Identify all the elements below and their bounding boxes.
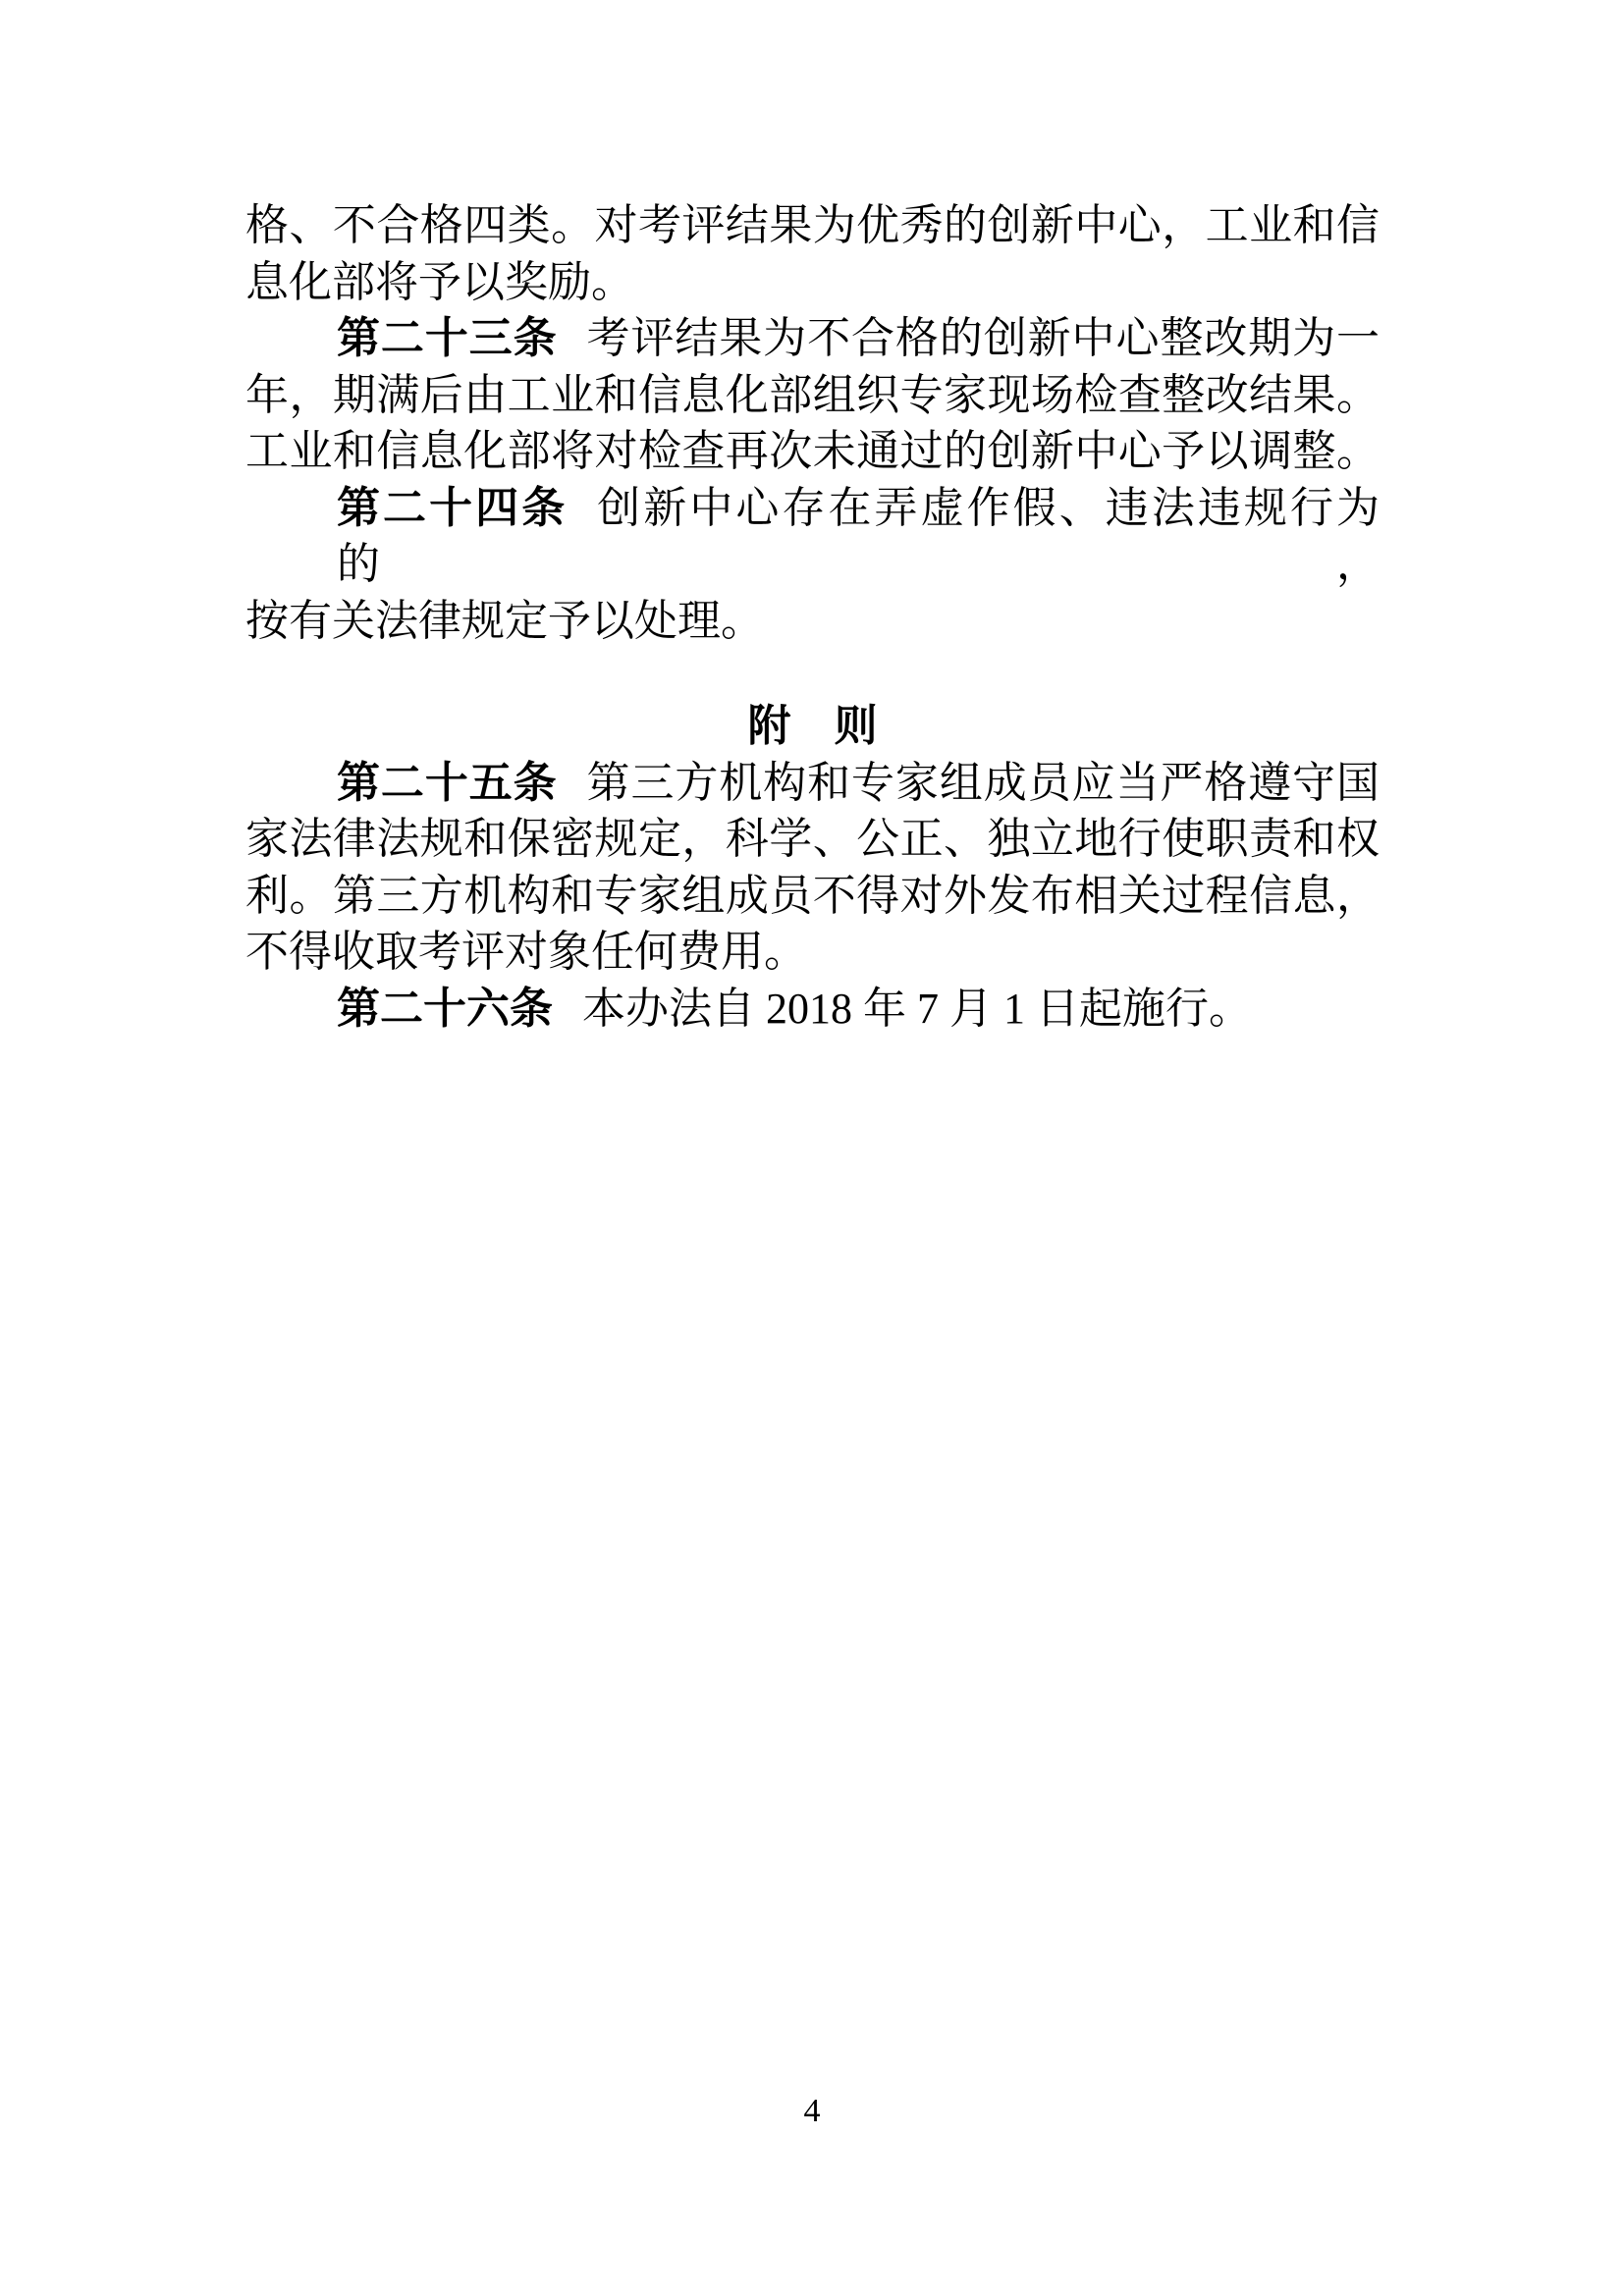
body-line (245, 868, 1380, 925)
text-block (245, 197, 1380, 1037)
line-text: 工业和信息化部将对检查再次未通过的创新中心予以调整。 (245, 427, 1380, 475)
line-text: 年，期满后由工业和信息化部组织专家现场检查整改结果。 (245, 370, 1380, 419)
article-number: 第二十四条 (337, 483, 568, 532)
body-line (245, 423, 1380, 480)
section-heading: 附 则 (747, 702, 878, 750)
line-text: 不得收取考评对象任何费用。 (245, 928, 807, 976)
body-line (245, 197, 1380, 254)
body-line (245, 755, 1380, 812)
article-number: 第二十六条 (337, 984, 553, 1033)
line-text: 利。第三方机构和专家组成员不得对外发布相关过程信息， (245, 871, 1380, 920)
line-text: 家法律法规和保密规定，科学、公正、独立地行使职责和权 (245, 815, 1380, 863)
article-number: 第二十五条 (337, 758, 558, 807)
line-text: 按有关法律规定予以处理。 (245, 596, 764, 645)
body-line (245, 924, 1380, 981)
body-line (245, 593, 1380, 650)
line-text: 格、不合格四类。对考评结果为优秀的创新中心，工业和信 (245, 201, 1380, 249)
line-text: 本办法自 2018 年 7 月 1 日起施行。 (582, 984, 1252, 1033)
article-number: 第二十三条 (337, 314, 558, 362)
line-text: 第三方机构和专家组成员应当严格遵守国 (586, 758, 1380, 807)
line-text: 考评结果为不合格的创新中心整改期为一 (586, 314, 1380, 362)
body-line (245, 254, 1380, 311)
line-text: 创新中心存在弄虚作假、违法违规行为的， (337, 483, 1380, 588)
line-text: 息化部将予以奖励。 (245, 257, 634, 306)
body-line (245, 480, 1380, 593)
body-line (245, 811, 1380, 868)
body-line (245, 310, 1380, 367)
body-line (245, 367, 1380, 424)
body-line (245, 981, 1380, 1038)
page-number: 4 (803, 2093, 821, 2129)
